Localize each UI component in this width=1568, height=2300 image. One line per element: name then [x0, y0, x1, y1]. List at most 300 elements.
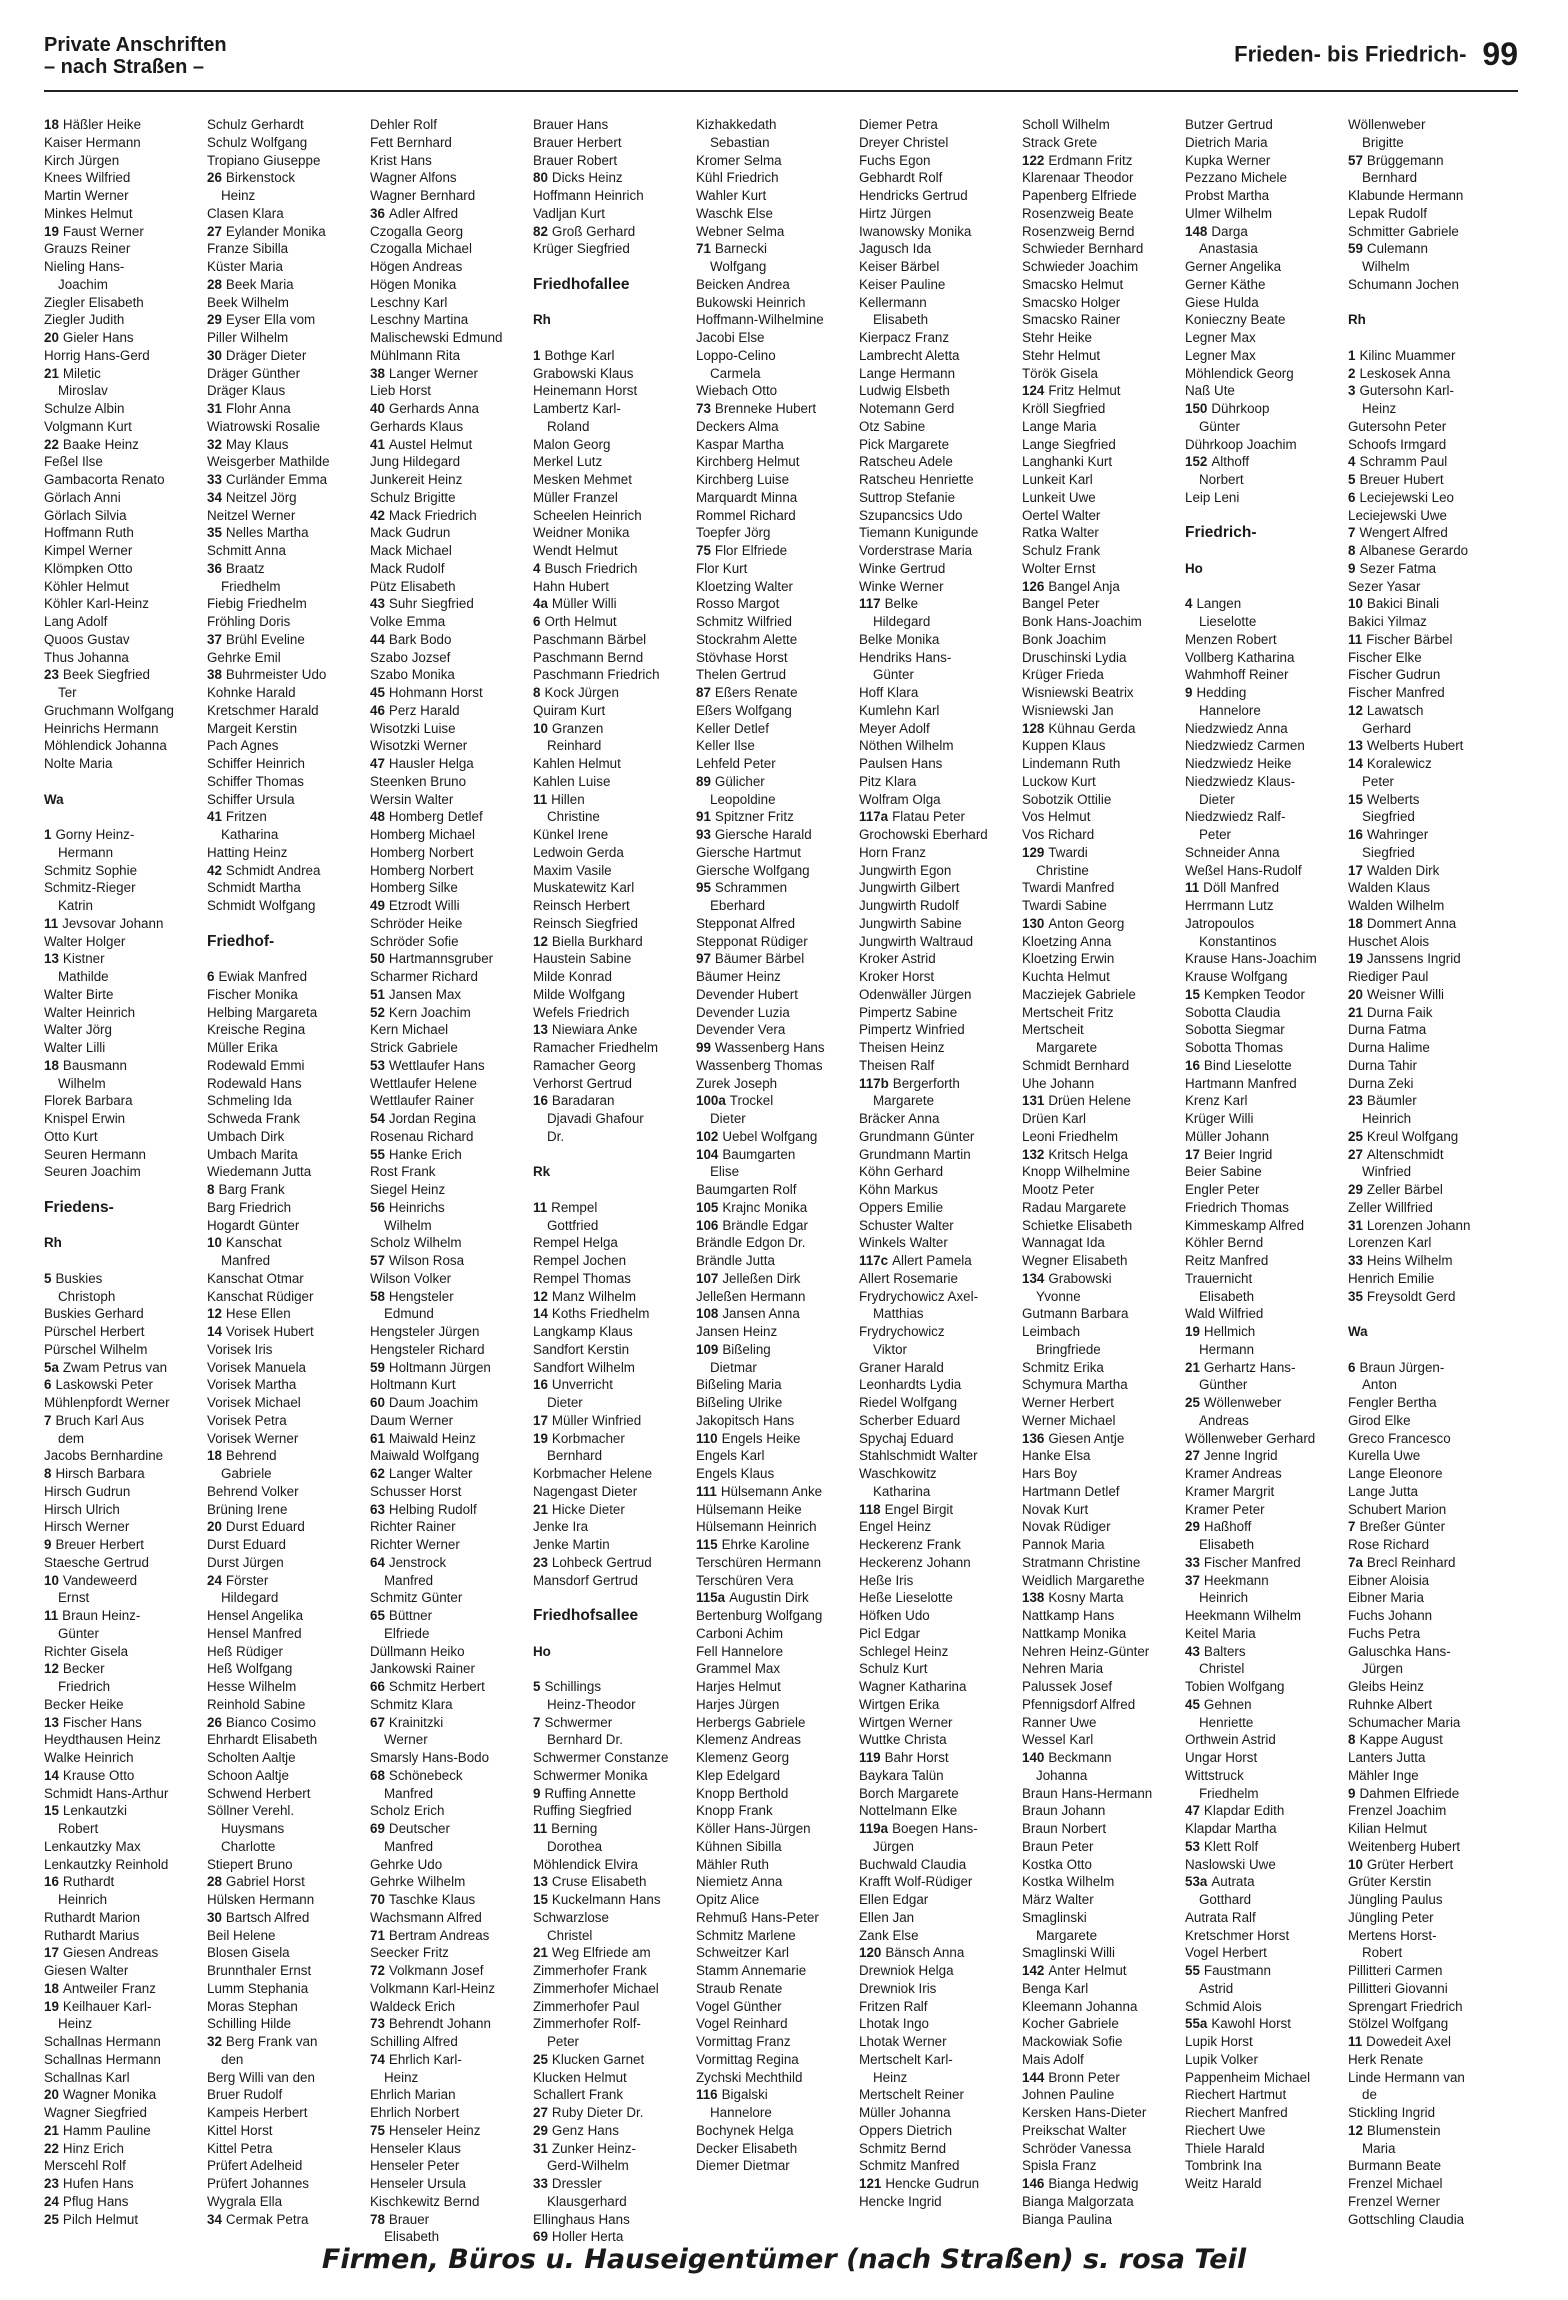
resident-entry: Zank Else [859, 1927, 919, 1943]
resident-entry: Stratmann Christine [1022, 1554, 1141, 1570]
resident-entry: Köhler Helmut [44, 578, 129, 594]
resident-name: Biella Burkhard [551, 933, 643, 949]
house-number: 55 [1185, 1963, 1200, 1978]
resident-entry: Maiwald Wolfgang [370, 1448, 480, 1464]
resident-entry [1185, 453, 1343, 471]
resident-name: Lorenzen Johann [1366, 1217, 1471, 1233]
resident-entry: Kroker Horst [859, 969, 935, 984]
house-number: 14 [533, 1306, 548, 1322]
resident-entry: Knees Wilfried [44, 170, 131, 186]
resident-name: Langer Walter [388, 1466, 473, 1481]
resident-name: Klapdar Edith [1203, 1803, 1285, 1819]
resident-entry: Lunkeit Karl [1022, 472, 1093, 487]
resident-entry: Winke Werner [859, 578, 944, 594]
house-number: 41 [370, 436, 385, 452]
resident-entry: Hülsken Hermann [207, 1892, 315, 1907]
entry-continuation: Bringfriede [1036, 1341, 1101, 1357]
resident-name: Wilson Rosa [388, 1253, 465, 1268]
resident-entry: Martin Werner [44, 188, 129, 203]
entry-continuation: Huysmans [221, 1821, 285, 1836]
entry-continuation: Jürgen [873, 1838, 914, 1854]
resident-entry: Walter Lilli [44, 1040, 106, 1055]
resident-entry: Wassenberg Thomas [696, 1057, 823, 1073]
resident-entry: Junkereit Heinz [370, 472, 463, 487]
resident-name: Gabriel Horst [225, 1874, 305, 1890]
house-number: 132 [1022, 1146, 1045, 1162]
resident-entry: Menzen Robert [1185, 631, 1277, 647]
resident-entry [370, 897, 528, 915]
house-number: 69 [533, 2229, 548, 2245]
entry-continuation: Dorothea [547, 1838, 603, 1854]
resident-entry: Waschk Else [696, 205, 773, 221]
house-number: 10 [207, 1235, 222, 1251]
resident-entry: Lumm Stephania [207, 1980, 309, 1996]
house-number: 117 [859, 596, 881, 612]
spacer [533, 1660, 691, 1678]
entry-continuation: Hannelore [1199, 702, 1261, 718]
resident-entry: Merkel Lutz [533, 454, 603, 470]
resident-entry: Pimpertz Sabine [859, 1004, 958, 1020]
resident-entry [533, 1021, 691, 1039]
resident-name: Bark Bodo [388, 631, 452, 647]
resident-entry: Klemenz Andreas [696, 1732, 801, 1748]
resident-entry: Scharmer Richard [370, 969, 478, 984]
resident-entry [44, 329, 202, 347]
house-number: 12 [533, 933, 548, 949]
district-code: Rh [44, 1235, 62, 1251]
resident-entry: Greco Francesco [1348, 1430, 1451, 1446]
district-code: Rh [533, 312, 551, 328]
resident-entry: Niedzwiedz Anna [1185, 720, 1288, 736]
entry-continuation: Reinhard [547, 738, 602, 754]
resident-entry: Hesse Wilhelm [207, 1679, 297, 1694]
resident-entry: Malischewski Edmund [370, 330, 503, 345]
entry-continuation: de [1362, 2087, 1377, 2103]
resident-entry: Hensel Angelika [207, 1608, 304, 1623]
house-number: 27 [1185, 1448, 1200, 1464]
resident-name: Blumenstein [1366, 2122, 1441, 2138]
resident-name: Bruch Karl Aus [55, 1412, 145, 1428]
resident-entry: Nolte Maria [44, 756, 113, 771]
resident-entry: Schallnas Karl [44, 2069, 130, 2085]
resident-name: Holtmann Jürgen [388, 1359, 491, 1375]
header-range: Frieden- bis Friedrich- [1234, 41, 1467, 67]
resident-entry: Stehr Helmut [1022, 347, 1101, 363]
resident-entry: Gehrke Emil [207, 649, 281, 665]
resident-entry: Nattkamp Hans [1022, 1608, 1115, 1623]
resident-entry: Dietrich Maria [1185, 134, 1268, 150]
resident-entry: Suttrop Stefanie [859, 489, 956, 505]
house-number: 7 [1348, 525, 1356, 541]
resident-entry: Braun Johann [1022, 1803, 1106, 1819]
resident-name: Bothge Karl [544, 347, 615, 363]
resident-entry: Mertschelt Reiner [859, 2087, 964, 2103]
resident-entry: Heße Iris [859, 1572, 914, 1588]
entry-continuation: Leopoldine [710, 791, 776, 807]
house-number: 75 [696, 543, 711, 558]
resident-entry [696, 1430, 854, 1448]
resident-entry: Gebhardt Rolf [859, 170, 943, 186]
resident-entry: Niedzwiedz Heike [1185, 756, 1292, 771]
entry-continuation: Yvonne [1036, 1288, 1081, 1304]
resident-entry [1348, 915, 1506, 933]
entry-continuation: Hildegard [221, 1590, 279, 1606]
resident-entry: Smacsko Holger [1022, 294, 1121, 310]
resident-entry: Schmidt Martha [207, 880, 301, 896]
house-number: 25 [1348, 1128, 1363, 1144]
resident-entry: Muskatewitz Karl [533, 880, 635, 896]
house-number: 108 [696, 1306, 719, 1322]
entry-continuation: Bernhard [1362, 170, 1418, 186]
resident-entry: Malon Georg [533, 436, 611, 452]
page-header [44, 34, 1518, 92]
house-number: 31 [207, 401, 222, 416]
resident-entry: Kirch Jürgen [44, 152, 120, 168]
resident-entry [1348, 542, 1506, 560]
resident-entry: Vos Richard [1022, 827, 1095, 842]
resident-name: Vorisek Hubert [225, 1324, 314, 1339]
resident-entry: Heckerenz Frank [859, 1537, 961, 1552]
resident-name: Maiwald Heinz [388, 1430, 476, 1446]
resident-name: Büttner [388, 1608, 433, 1623]
resident-entry [533, 1820, 691, 1838]
house-number: 15 [1185, 986, 1200, 1002]
resident-entry: Niedzwiedz Carmen [1185, 738, 1305, 754]
resident-entry: Krafft Wolf-Rüdiger [859, 1874, 973, 1890]
resident-name: Heekmann [1203, 1572, 1269, 1588]
resident-entry [1348, 1128, 1506, 1146]
resident-entry [1348, 737, 1506, 755]
house-number: 106 [696, 1217, 719, 1233]
resident-entry [370, 950, 528, 968]
resident-entry: Schmid Alois [1185, 1998, 1262, 2014]
resident-entry: Keiser Bärbel [859, 259, 940, 274]
entry-continuation: Elisabeth [873, 312, 929, 328]
house-number: 7a [1348, 1554, 1363, 1570]
resident-entry: Görlach Silvia [44, 507, 127, 523]
resident-name: Leciejewski Leo [1359, 489, 1454, 505]
house-number: 140 [1022, 1750, 1045, 1765]
house-number: 35 [1348, 1288, 1363, 1304]
entry-continuation: Heinz [873, 2069, 908, 2085]
resident-name: Engel Birgit [884, 1501, 954, 1517]
resident-entry: Vadljan Kurt [533, 205, 605, 221]
resident-name: Förster [225, 1572, 269, 1588]
house-number: 5 [533, 1679, 541, 1694]
resident-entry [533, 1501, 691, 1519]
resident-entry: Winke Gertrud [859, 560, 946, 576]
resident-entry [370, 507, 528, 525]
resident-entry [1348, 240, 1506, 258]
resident-entry: Kromer Selma [696, 152, 782, 168]
resident-entry: Kramer Peter [1185, 1501, 1265, 1517]
resident-entry [44, 116, 202, 134]
resident-entry: Volkmann Karl-Heinz [370, 1980, 496, 1996]
resident-entry: Pappenheim Michael [1185, 2069, 1311, 2085]
house-number: 36 [207, 560, 222, 576]
resident-name: Groß Gerhard [551, 223, 636, 239]
resident-entry [1185, 1554, 1343, 1572]
entry-continuation: Friedhelm [1199, 1785, 1259, 1801]
house-number: 25 [1185, 1395, 1200, 1410]
resident-entry: Orthwein Astrid [1185, 1732, 1276, 1748]
resident-entry: Brändle Jutta [696, 1253, 775, 1268]
resident-name: Haßhoff [1203, 1519, 1252, 1535]
house-number: 18 [1348, 915, 1363, 931]
house-number: 142 [1022, 1963, 1045, 1978]
entry-continuation: Elisabeth [384, 2229, 440, 2245]
resident-entry: Behrend Volker [207, 1483, 299, 1499]
resident-entry: Radau Margarete [1022, 1199, 1127, 1215]
resident-entry [696, 1039, 854, 1057]
house-number: 9 [1185, 685, 1193, 700]
resident-name: Jelleßen Dirk [722, 1270, 801, 1286]
resident-entry [1022, 578, 1180, 596]
resident-entry: Wuttke Christa [859, 1732, 947, 1748]
resident-entry [1348, 1518, 1506, 1536]
resident-name: Bianco Cosimo [225, 1714, 316, 1730]
resident-entry [370, 986, 528, 1004]
resident-entry: Wahmhoff Reiner [1185, 667, 1289, 683]
resident-name: Kawohl Horst [1211, 2016, 1291, 2032]
resident-entry: Vogel Reinhard [696, 2016, 788, 2032]
house-number: 54 [370, 1111, 385, 1126]
district-code: Ho [1185, 560, 1203, 576]
resident-name: Schmidt Andrea [225, 862, 321, 878]
resident-entry: Rost Frank [370, 1164, 436, 1180]
resident-entry [533, 1376, 691, 1394]
entry-continuation: Christel [547, 1927, 593, 1943]
resident-entry: Schilling Alfred [370, 2034, 458, 2049]
resident-name: Boegen Hans- [892, 1821, 978, 1836]
resident-name: Jenne Ingrid [1203, 1448, 1278, 1464]
resident-name: Barg Frank [218, 1182, 285, 1197]
house-number: 13 [533, 1874, 548, 1890]
entry-continuation: Wilhelm [58, 1075, 106, 1091]
resident-entry: Bonk Joachim [1022, 631, 1107, 647]
resident-entry: Klömpken Otto [44, 560, 133, 576]
house-number: 37 [207, 631, 222, 647]
resident-name: Klucken Garnet [551, 2051, 645, 2067]
resident-name: Lawatsch [1366, 702, 1424, 718]
house-number: 15 [1348, 791, 1363, 807]
resident-entry [696, 240, 854, 258]
resident-entry: Homberg Norbert [370, 844, 474, 860]
resident-entry: Flor Kurt [696, 560, 748, 576]
resident-entry: Söllner Verehl. [207, 1803, 295, 1819]
resident-name: Engels Heike [721, 1430, 801, 1446]
house-number: 29 [1185, 1519, 1200, 1535]
resident-name: Dowedeit Axel [1366, 2034, 1452, 2049]
resident-entry: Novak Kurt [1022, 1501, 1089, 1517]
resident-entry: Schymura Martha [1022, 1377, 1128, 1393]
resident-entry [44, 223, 202, 241]
resident-entry [1185, 400, 1343, 418]
resident-entry: Butzer Gertrud [1185, 117, 1273, 132]
resident-entry: Lupik Horst [1185, 2034, 1253, 2049]
resident-name: Kock Jürgen [544, 685, 619, 700]
resident-entry: Pfennigsdorf Alfred [1022, 1696, 1136, 1712]
resident-entry [370, 1252, 528, 1270]
resident-entry: Vogel Günther [696, 1998, 782, 2014]
house-number: 9 [44, 1537, 52, 1552]
resident-entry: Holtmann Kurt [370, 1377, 456, 1393]
resident-entry: Frydrychowicz Axel- [859, 1288, 979, 1304]
resident-entry: Hengsteler Richard [370, 1341, 485, 1357]
house-number: 63 [370, 1501, 385, 1517]
resident-name: Flor Elfriede [714, 543, 788, 558]
resident-entry: Vorisek Werner [207, 1430, 299, 1446]
resident-entry: Bochynek Helga [696, 2122, 794, 2138]
resident-entry [44, 1980, 202, 1998]
resident-entry: Schwermer Constanze [533, 1750, 669, 1765]
resident-entry: Mackowiak Sofie [1022, 2034, 1123, 2049]
entry-continuation: Margarete [1036, 1927, 1098, 1943]
resident-entry: Wagner Alfons [370, 170, 457, 186]
house-number: 36 [370, 205, 385, 221]
resident-name: Berning [551, 1821, 598, 1836]
entry-continuation: Ernst [58, 1590, 90, 1606]
resident-entry: Steenken Bruno [370, 773, 467, 789]
resident-name: Ehrlich Karl- [388, 2051, 462, 2067]
resident-entry: Schubert Marion [1348, 1501, 1447, 1517]
resident-entry: Lange Maria [1022, 418, 1097, 434]
resident-entry: Paschmann Bernd [533, 649, 644, 665]
resident-entry: Diemer Dietmar [696, 2158, 790, 2174]
entry-continuation: Wilhelm [1362, 259, 1410, 274]
resident-entry [370, 436, 528, 454]
resident-entry: Eibner Maria [1348, 1590, 1424, 1606]
resident-entry [1348, 471, 1506, 489]
resident-name: Buhrmeister Udo [225, 667, 327, 683]
resident-entry: Fengler Bertha [1348, 1395, 1437, 1410]
resident-entry: Frenzel Michael [1348, 2176, 1443, 2191]
resident-entry [207, 862, 365, 880]
resident-entry [696, 1305, 854, 1323]
directory-column [44, 116, 202, 2236]
resident-entry [1185, 1838, 1343, 1856]
resident-entry: Müller Erika [207, 1040, 278, 1055]
resident-entry: Ellinghaus Hans [533, 2211, 630, 2227]
resident-entry [696, 773, 854, 791]
resident-entry: Berg Willi van den [207, 2069, 315, 2085]
resident-name: Durna Faik [1366, 1004, 1433, 1020]
house-number: 13 [44, 1714, 59, 1730]
house-number: 45 [1185, 1696, 1200, 1712]
resident-entry: Mesken Mehmet [533, 472, 632, 487]
house-number: 20 [1348, 986, 1363, 1002]
resident-name: Eßers Renate [714, 685, 798, 700]
house-number: 128 [1022, 720, 1045, 736]
resident-entry [44, 1465, 202, 1483]
resident-name: Antweiler Franz [62, 1980, 156, 1996]
resident-entry: Stehr Heike [1022, 330, 1092, 345]
resident-entry [1348, 1785, 1506, 1803]
house-number: 5 [44, 1270, 52, 1286]
resident-entry: Straub Renate [696, 1980, 783, 1996]
resident-entry: Brauer Hans [533, 117, 609, 132]
resident-entry: Schwieder Joachim [1022, 259, 1139, 274]
house-number: 8 [1348, 1732, 1356, 1748]
entry-continuation: Eberhard [710, 898, 766, 913]
resident-entry: Kloetzing Erwin [1022, 951, 1115, 967]
house-number: 47 [1185, 1803, 1200, 1819]
house-number: 13 [1348, 738, 1363, 754]
resident-entry: Ledwoin Gerda [533, 844, 624, 860]
house-number: 4 [1185, 596, 1193, 612]
resident-entry [370, 1430, 528, 1448]
resident-entry [44, 666, 202, 684]
resident-entry [533, 2175, 691, 2193]
resident-name: Orth Helmut [544, 614, 617, 629]
resident-name: Brenneke Hubert [714, 401, 817, 416]
resident-entry [533, 1873, 691, 1891]
house-number: 11 [533, 1821, 548, 1836]
resident-entry [44, 1998, 202, 2016]
house-number: 111 [696, 1483, 717, 1499]
resident-entry [370, 1146, 528, 1164]
resident-entry: Blosen Gisela [207, 1945, 290, 1961]
resident-name: Dräger Dieter [225, 347, 307, 363]
house-number: 95 [696, 880, 711, 896]
resident-entry: Frydrychowicz [859, 1324, 945, 1339]
resident-entry [207, 489, 365, 507]
resident-entry: Wahler Kurt [696, 188, 767, 203]
resident-entry: Theisen Heinz [859, 1040, 945, 1055]
resident-entry: Kimmeskamp Alfred [1185, 1217, 1305, 1233]
resident-name: Faustmann [1203, 1963, 1271, 1978]
resident-entry: Lang Adolf [44, 614, 108, 629]
resident-entry: Luckow Kurt [1022, 773, 1096, 789]
resident-entry [370, 595, 528, 613]
resident-entry: Brunnthaler Ernst [207, 1963, 312, 1978]
entry-continuation: Elisabeth [1199, 1537, 1255, 1552]
resident-entry: Schulz Gerhardt [207, 117, 304, 132]
resident-entry: Linde Hermann van [1348, 2069, 1465, 2085]
house-number: 82 [533, 223, 548, 239]
resident-entry: Strick Gabriele [370, 1040, 458, 1055]
resident-name: Ruby Dieter Dr. [551, 2105, 644, 2120]
resident-entry: Ramacher Friedhelm [533, 1040, 659, 1055]
resident-entry: Weitz Harald [1185, 2176, 1262, 2191]
directory-column [1348, 116, 1506, 2236]
resident-entry: Rommel Richard [696, 507, 796, 523]
house-number: 11 [533, 1199, 548, 1215]
resident-entry: Drüen Karl [1022, 1111, 1087, 1126]
resident-entry [370, 631, 528, 649]
resident-entry: Jenke Martin [533, 1537, 610, 1552]
resident-entry: Kilian Helmut [1348, 1821, 1427, 1836]
resident-entry: Fischer Elke [1348, 649, 1422, 665]
entry-continuation: Andreas [1199, 1412, 1249, 1428]
house-number: 38 [207, 667, 222, 683]
page-number: 99 [1482, 36, 1518, 72]
resident-entry [1022, 720, 1180, 738]
resident-entry [696, 684, 854, 702]
spacer [533, 1181, 691, 1199]
house-number: 8 [207, 1182, 215, 1197]
resident-entry: Keiser Pauline [859, 276, 946, 292]
resident-name: Beckmann [1048, 1750, 1112, 1765]
resident-entry: Hengsteler Jürgen [370, 1324, 480, 1339]
resident-name: Balters [1203, 1643, 1246, 1659]
resident-entry: Vogel Herbert [1185, 1945, 1267, 1961]
resident-entry: Mack Gudrun [370, 525, 451, 541]
spacer [44, 773, 202, 791]
resident-entry: Fuchs Petra [1348, 1625, 1421, 1641]
resident-entry: Stockrahm Alette [696, 631, 798, 647]
house-number: 20 [207, 1519, 222, 1535]
